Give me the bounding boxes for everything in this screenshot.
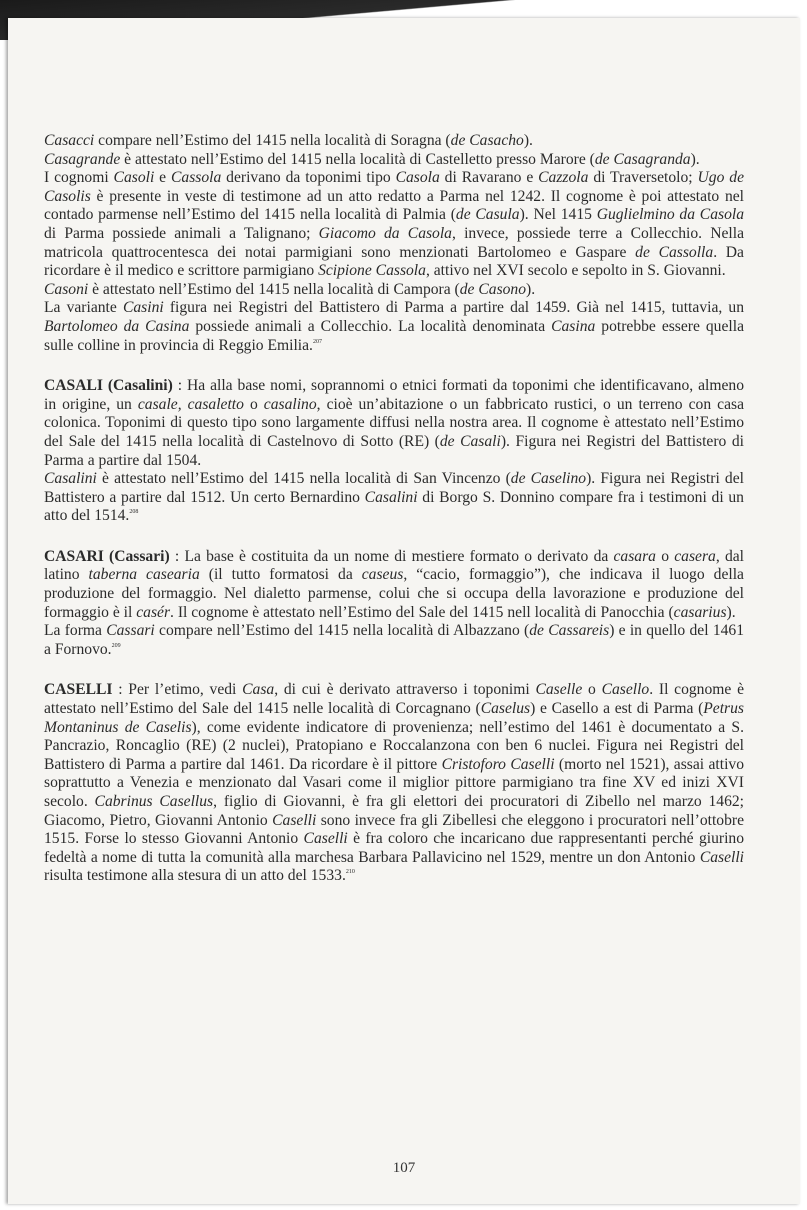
- text-run: , “cacio, formaggio”), che indicava il luogo della produzione del formaggio. Nel dialetto parmense, colui che si occupa della lavorazione e produzione del formaggio è il: [44, 566, 744, 621]
- text-run: è attestato nell’Estimo del 1415 nella località di Castelletto presso Marore (: [120, 150, 595, 168]
- text-run: derivano da toponimi tipo: [221, 169, 396, 187]
- italic-term: de Cassareis: [529, 622, 610, 640]
- text-run: figura nei Registri del Battistero di Parma a partire dal 1459. Già nel 1415, tuttavia, un: [163, 299, 745, 317]
- heading-caselli: CASELLI: [44, 681, 113, 699]
- text-run: , invece, possiede terre a Collecchio. Nella matricola quattrocentesca dei notai parmigiani sono menzionati Bartolomeo e Gaspare: [44, 224, 744, 261]
- italic-term: Casalini: [44, 470, 97, 488]
- text-run: ).: [726, 603, 736, 621]
- text-run: di Ravarano e: [439, 169, 539, 187]
- text-run: , dal latino: [44, 547, 744, 584]
- entry-cassari: [44, 622, 744, 659]
- italic-term: Cassari: [106, 622, 155, 640]
- book-page: [8, 18, 800, 1204]
- italic-term: casalino: [263, 395, 317, 413]
- page-text: [44, 132, 744, 886]
- italic-term: Casina: [551, 317, 596, 335]
- italic-term: Bartolomeo da Casina: [44, 317, 190, 335]
- entry-casagrande: [44, 151, 744, 170]
- italic-term: Cazzola: [538, 169, 589, 187]
- footnote-ref: 210: [345, 869, 355, 876]
- italic-term: Caselus: [480, 700, 531, 718]
- text-run: ). Figura nei Registri del Battistero di Parma a partire dal 1504.: [44, 432, 744, 469]
- text-run: : Ha alla base nomi, soprannomi o etnici formati da toponimi che identificavano, almeno in origine, un: [44, 377, 744, 413]
- entry-casacci: [44, 132, 744, 151]
- text-run: : La base è costituita da un nome di mestiere formato o derivato da: [169, 547, 614, 565]
- italic-term: Scipione Cassola: [318, 262, 426, 280]
- text-run: di Borgo S. Donnino compare fra i testimoni di un atto del 1514.: [44, 488, 744, 525]
- italic-term: Casini: [122, 299, 164, 317]
- text-run: ), come evidente indicatore di provenienza; nell’estimo del 1461 è documentato a S. Pancrazio, Roncaglio (RE) (2 nuclei), Pratopiano e Roccalanzona con ben 6 nuclei. Figura nei Registri del Battistero di Parma a partire dal 1461. Da ricordare è il pittore: [44, 718, 744, 773]
- italic-term: de Casacho: [450, 132, 524, 149]
- section-gap: [44, 355, 744, 377]
- text-run: ).: [526, 280, 536, 298]
- text-run: ) e Casello a est di Parma (: [530, 700, 704, 718]
- italic-term: Guglielmino da Casola: [596, 206, 744, 224]
- italic-term: Casoni: [44, 280, 89, 298]
- italic-term: de Casono: [459, 280, 527, 298]
- italic-term: Cabrinus Casellus: [94, 793, 214, 810]
- italic-term: casera: [674, 547, 716, 565]
- italic-term: caseus: [361, 566, 404, 584]
- italic-term: casara: [613, 547, 656, 565]
- text-run: ). Nel 1415: [519, 206, 597, 224]
- text-run: o: [243, 395, 264, 413]
- text-run: è presente in veste di testimone ad un atto redatto a Parma nel 1242. Il cognome è poi attestato nel contado parmense nell’Estimo del 1415 nella località di Palmia (: [44, 187, 744, 224]
- text-run: La variante: [44, 299, 123, 317]
- italic-term: de Caselino: [510, 470, 587, 488]
- text-run: : Per l’etimo, vedi: [112, 681, 243, 699]
- text-run: La forma: [44, 622, 107, 640]
- footnote-ref: 209: [111, 642, 121, 649]
- text-run: compare nell’Estimo del 1415 nella località di Soragna (: [94, 132, 451, 149]
- italic-term: Petrus Montaninus de Caselis: [44, 700, 744, 736]
- text-run: I cognomi: [44, 169, 114, 187]
- text-run: è fra coloro che incaricano due rappresentanti perché giurino fedeltà a nome di tutta la comunità alla marchesa Barbara Pallavicino nel 1529, mentre un don Antonio: [44, 830, 744, 866]
- italic-term: Casoli: [113, 169, 155, 187]
- entry-casini: [44, 299, 744, 355]
- italic-term: Caselle: [535, 681, 583, 699]
- text-run: ) e in quello del 1461 a Fornovo.: [44, 622, 745, 658]
- text-run: risulta testimone alla stesura di un atto del 1533.: [44, 867, 346, 885]
- italic-term: Caselli: [303, 830, 348, 848]
- heading-casali: CASALI (Casalini): [44, 377, 173, 395]
- italic-term: Cassola: [171, 169, 222, 187]
- heading-casari: CASARI (Cassari): [44, 547, 170, 565]
- entry-casalini: [44, 470, 744, 526]
- italic-term: de Cassolla: [635, 243, 714, 261]
- text-run: , di cui è derivato attraverso i toponimi: [274, 681, 536, 699]
- text-run: , figlio di Giovanni, è fra gli elettori dei procuratori di Zibello nel marzo 1462; Giacomo, Pietro, Giovanni Antonio: [44, 793, 744, 829]
- text-run: . Il cognome è attestato nell’Estimo del Sale del 1415 nelle località di Corcagnano (: [44, 681, 745, 718]
- section-gap: [44, 526, 744, 548]
- text-run: di Parma possiede animali a Talignano;: [44, 224, 319, 242]
- entry-casoli-cassola: [44, 169, 744, 281]
- italic-term: Casagrande: [44, 150, 121, 168]
- text-run: o: [655, 547, 675, 565]
- italic-term: Giacomo da Casola: [318, 224, 452, 242]
- entry-casoni: [44, 281, 744, 300]
- italic-term: Casalini: [364, 488, 418, 506]
- italic-term: Casola: [395, 169, 440, 187]
- text-run: potrebbe essere quella sulle colline in provincia di Reggio Emilia.: [44, 317, 744, 354]
- text-run: possiede animali a Collecchio. La località denominata: [189, 317, 552, 335]
- italic-term: de Casali: [439, 432, 501, 450]
- page-number: 107: [392, 1160, 416, 1176]
- text-run: e: [154, 169, 171, 187]
- text-run: (il tutto formatosi da: [199, 566, 362, 584]
- text-run: sono invece fra gli Zibellesi che eleggono i procuratori nell’ottobre 1515. Forse lo stesso Giovanni Antonio: [44, 811, 744, 848]
- italic-term: Casacci: [44, 132, 95, 149]
- italic-term: Casa: [242, 681, 275, 699]
- text-run: (morto nel 1521), assai attivo soprattutto a Venezia e menzionato dal Vasari come il miglior pittore parmigiano tra fine XV ed inizi XVI secolo.: [44, 755, 745, 810]
- entry-caselli: [44, 681, 744, 886]
- italic-term: de Casagranda: [594, 150, 691, 168]
- italic-term: Casello: [601, 681, 650, 699]
- text-run: o: [582, 681, 602, 699]
- footnote-ref: 207: [312, 338, 322, 345]
- text-run: . Il cognome è attestato nell’Estimo del Sale del 1415 nell località di Panocchia (: [170, 603, 674, 621]
- text-run: è attestato nell’Estimo del 1415 nella località di San Vincenzo (: [96, 470, 511, 488]
- italic-term: taberna casearia: [88, 566, 200, 584]
- text-run: di Traversetolo;: [588, 169, 698, 187]
- text-run: , cioè un’abitazione o un fabbricato rustici, o un terreno con casa colonica. Toponimi di questo tipo sono largamente diffusi nella nostra area. Il cognome è attestato nell’Estimo del Sale del 1415 nella località di Castelnovo di Sotto (RE) (: [44, 395, 745, 450]
- text-run: . Da ricordare è il medico e scrittore parmigiano: [44, 243, 744, 280]
- italic-term: casale, casaletto: [137, 395, 244, 413]
- italic-term: Cristoforo Caselli: [441, 755, 555, 773]
- section-gap: [44, 659, 744, 681]
- italic-term: Caselli: [272, 811, 317, 829]
- entry-casari: [44, 548, 744, 622]
- italic-term: Ugo de Casolis: [44, 169, 744, 205]
- footnote-ref: 208: [129, 509, 139, 516]
- text-run: compare nell’Estimo del 1415 nella località di Albazzano (: [154, 622, 530, 640]
- text-run: ).: [523, 132, 533, 149]
- italic-term: casér: [136, 603, 171, 621]
- entry-casali: [44, 377, 744, 470]
- text-run: è attestato nell’Estimo del 1415 nella località di Campora (: [88, 280, 460, 298]
- italic-term: Caselli: [699, 848, 744, 866]
- text-run: ).: [690, 150, 700, 168]
- caselli-body: [44, 681, 744, 884]
- italic-term: casarius: [673, 603, 727, 621]
- text-run: ). Figura nei Registri del Battistero a partire dal 1512. Un certo Bernardino: [44, 470, 744, 506]
- text-run: , attivo nel XVI secolo e sepolto in S. Giovanni.: [425, 262, 726, 280]
- italic-term: de Casula: [455, 206, 520, 224]
